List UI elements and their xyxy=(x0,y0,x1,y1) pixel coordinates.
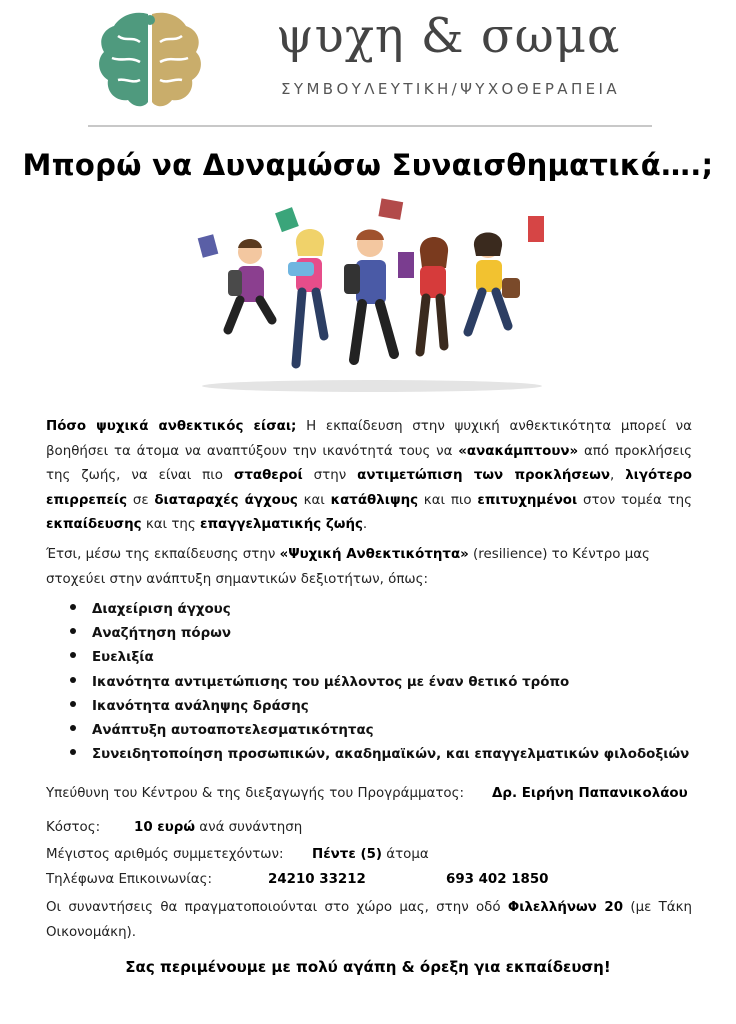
phone-number-1: 24210 33212 xyxy=(268,872,366,887)
jumping-students-illustration xyxy=(182,196,562,396)
bullet-icon xyxy=(70,604,76,610)
list-item: Ανάπτυξη αυτοαποτελεσματικότητας xyxy=(70,719,690,743)
logo-brain-icon xyxy=(94,6,206,116)
location-text: Οι συναντήσεις θα πραγματοποιούνται στο χώρο μας, στην οδό Φιλελλήνων 20 (με Τάκη Οικονομάκη). xyxy=(46,900,693,940)
brand-tagline: ΣΥΜΒΟΥΛΕΥΤΙΚΗ/ΨΥΧΟΘΕΡΑΠΕΙΑ xyxy=(281,80,620,98)
bullet-icon xyxy=(70,749,76,755)
student-figure xyxy=(275,207,324,364)
responsible-label: Υπεύθυνη του Κέντρου & της διεξαγωγής του Προγράμματος: xyxy=(46,786,464,801)
student-figure xyxy=(398,237,448,352)
resilience-paragraph: Έτσι, μέσω της εκπαίδευσης στην «Ψυχική Ανθεκτικότητα» (resilience) το Κέντρο μας στοχεύει στην ανάπτυξη σημαντικών δεξιοτήτων, όπως: xyxy=(46,547,650,587)
intro-paragraph: Πόσο ψυχικά ανθεκτικός είσαι; Η εκπαίδευση στην ψυχική ανθεκτικότητα μπορεί να βοηθήσει τα άτομα να αναπτύξουν την ικανότητά τους να «ανακάμπτουν» από προκλήσεις της ζωής, να είναι πιο σταθεροί στην αντιμετώπιση των προκλήσεων, λιγότερο επιρρεπείς σε διαταραχές άγχους και κατάθλιψης και πιο επιτυχημένοι στον τομέα της εκπαίδευσης και της επαγγελματικής ζωής. xyxy=(46,419,692,532)
skills-list xyxy=(70,598,690,767)
cost-value: 10 ευρώ ανά συνάντηση xyxy=(134,820,303,835)
max-participants-label: Μέγιστος αριθμός συμμετεχόντων: xyxy=(46,847,284,862)
bullet-icon xyxy=(70,628,76,634)
list-item: Αναζήτηση πόρων xyxy=(70,622,690,646)
bullet-icon xyxy=(70,677,76,683)
student-figure xyxy=(468,216,544,332)
cost-label: Κόστος: xyxy=(46,820,101,835)
student-figure xyxy=(344,198,403,360)
phone-label: Τηλέφωνα Επικοινωνίας: xyxy=(46,872,213,887)
bullet-icon xyxy=(70,725,76,731)
page-title: Μπορώ να Δυναμώσω Συναισθηματικά….; xyxy=(22,148,714,182)
list-item: Ικανότητα ανάληψης δράσης xyxy=(70,695,690,719)
bullet-icon xyxy=(70,701,76,707)
list-item: Συνειδητοποίηση προσωπικών, ακαδημαϊκών, και επαγγελματικών φιλοδοξιών xyxy=(70,743,690,767)
closing-message: Σας περιμένουμε με πολύ αγάπη & όρεξη για εκπαίδευση! xyxy=(125,958,611,976)
list-item: Ικανότητα αντιμετώπισης του μέλλοντος με έναν θετικό τρόπο xyxy=(70,671,690,695)
list-item: Διαχείριση άγχους xyxy=(70,598,690,622)
phone-number-2: 693 402 1850 xyxy=(446,872,549,887)
intro-question: Πόσο ψυχικά ανθεκτικός είσαι; xyxy=(46,419,297,434)
bullet-icon xyxy=(70,652,76,658)
list-item: Ευελιξία xyxy=(70,646,690,670)
max-participants-value: Πέντε (5) άτομα xyxy=(312,847,429,862)
student-figure xyxy=(198,234,272,330)
responsible-name: Δρ. Ειρήνη Παπανικολάου xyxy=(492,786,688,801)
brand-name: ψυχη & σωμα xyxy=(276,8,621,64)
header-divider xyxy=(88,125,652,127)
